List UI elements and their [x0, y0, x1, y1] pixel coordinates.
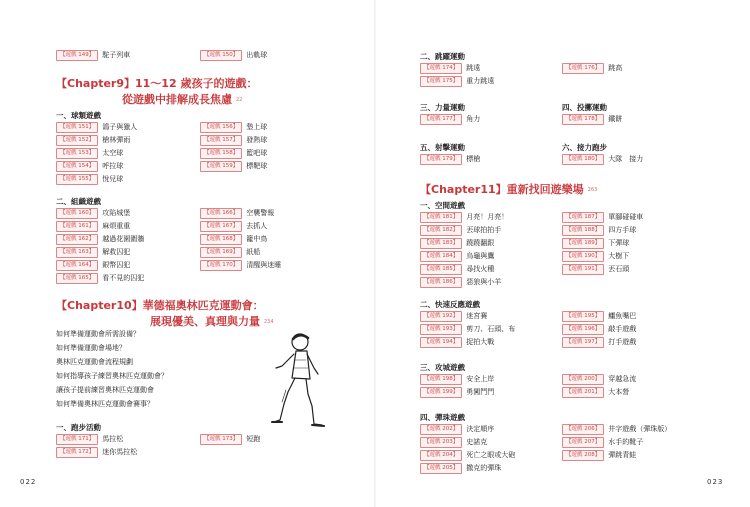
list-item — [420, 263, 494, 275]
game-name: 月亮！月亮！ — [466, 213, 509, 221]
game-name: 解救囚犯 — [102, 248, 131, 256]
game-name: 發熱球 — [246, 136, 268, 144]
game-tag: 【遊戲 155】 — [56, 174, 98, 185]
game-name: 看不見的囚犯 — [102, 274, 145, 282]
game-tag: 【遊戲 205】 — [420, 463, 462, 474]
list-item — [420, 462, 501, 474]
game-name: 去抓人 — [246, 222, 268, 230]
game-name: 安全上岸 — [466, 375, 495, 383]
game-name: 鴿子與獵人 — [102, 123, 138, 131]
game-name: 鐵餅 — [608, 115, 623, 123]
chapter9-title: 【Chapter9】11～12 歲孩子的遊戲： — [56, 77, 258, 90]
list-item — [56, 207, 130, 219]
list-item — [420, 62, 480, 74]
game-tag: 【遊戲 151】 — [56, 122, 98, 133]
game-name: 角力 — [466, 115, 481, 123]
game-tag: 【遊戲 183】 — [420, 238, 462, 249]
list-item — [200, 207, 274, 219]
game-name: 跳高 — [608, 64, 623, 72]
game-name: 馬拉松 — [102, 435, 124, 443]
section-title: 六、接力跑步 — [562, 143, 607, 152]
section-title: 三、攻城遊戲 — [420, 363, 465, 372]
running-boy-illustration — [258, 330, 328, 435]
list-item — [56, 220, 130, 232]
game-tag: 【遊戲 150】 — [200, 50, 242, 61]
question-line: 如何準備運動會所需設備？ — [56, 330, 140, 338]
game-tag: 【遊戲 178】 — [562, 114, 604, 125]
game-name: 穿越急流 — [608, 375, 637, 383]
game-name: 勇闖鬥門 — [466, 388, 495, 396]
list-item — [420, 113, 480, 125]
game-name: 紙船 — [246, 248, 261, 256]
game-name: 籠中鳥 — [246, 235, 268, 243]
list-item — [562, 386, 629, 398]
game-name: 捉拍大戰 — [466, 338, 495, 346]
list-item — [420, 449, 515, 461]
game-name: 彈跳青蛙 — [608, 451, 637, 459]
chapter10-title: 【Chapter10】華德福奧林匹克運動會： — [56, 299, 264, 312]
list-item — [56, 160, 123, 172]
game-tag: 【遊戲 168】 — [200, 234, 242, 245]
question-line: 如何指導孩子練習奧林匹克運動會？ — [56, 372, 168, 380]
list-item — [420, 211, 508, 223]
game-name: 駝子列車 — [102, 51, 131, 59]
game-tag: 【遊戲 173】 — [200, 434, 242, 445]
list-item — [56, 272, 144, 284]
game-tag: 【遊戲 189】 — [562, 238, 604, 249]
section-title: 二、跳躍運動 — [420, 52, 465, 61]
game-tag: 【遊戲 149】 — [56, 50, 98, 61]
list-item — [56, 134, 130, 146]
game-name: 越過花園圍牆 — [102, 235, 145, 243]
game-name: 史諾克 — [466, 438, 488, 446]
game-tag: 【遊戲 179】 — [420, 154, 462, 165]
game-tag: 【遊戲 203】 — [420, 437, 462, 448]
question-line: 如何準備運動會場地？ — [56, 344, 126, 352]
game-tag: 【遊戲 170】 — [200, 260, 242, 271]
list-item — [562, 373, 636, 385]
game-tag: 【遊戲 193】 — [420, 324, 462, 335]
list-item — [56, 259, 130, 271]
game-tag: 【遊戲 156】 — [200, 122, 242, 133]
page-number: 023 — [707, 478, 724, 486]
game-name: 標槍 — [466, 155, 481, 163]
game-tag: 【遊戲 159】 — [200, 161, 242, 172]
game-tag: 【遊戲 176】 — [562, 63, 604, 74]
list-item — [420, 386, 494, 398]
list-item — [200, 121, 267, 133]
list-item — [420, 423, 494, 435]
game-tag: 【遊戲 196】 — [562, 324, 604, 335]
game-tag: 【遊戲 180】 — [562, 154, 604, 165]
right-page — [375, 0, 750, 507]
game-tag: 【遊戲 154】 — [56, 161, 98, 172]
game-tag: 【遊戲 186】 — [420, 277, 462, 288]
chapter10-subtitle-text: 展現優美、真理與力量 — [150, 315, 260, 328]
game-name: 烏龜與鷹 — [466, 252, 495, 260]
game-name: 清醒與迷睡 — [246, 261, 282, 269]
list-item — [420, 75, 494, 87]
list-item — [562, 62, 622, 74]
list-item — [562, 113, 622, 125]
list-item — [562, 211, 643, 223]
game-name: 下彈球 — [608, 239, 630, 247]
list-item — [562, 153, 643, 165]
chapter10-subtitle — [150, 313, 274, 329]
list-item — [420, 323, 515, 335]
list-item — [420, 153, 480, 165]
game-tag: 【遊戲 174】 — [420, 63, 462, 74]
game-tag: 【遊戲 200】 — [562, 374, 604, 385]
chapter9-subtitle — [122, 91, 242, 107]
list-item — [56, 446, 137, 458]
game-name: 呼拉球 — [102, 162, 124, 170]
list-item — [200, 433, 260, 445]
chapter10-page-ref: 234 — [264, 319, 274, 325]
section-title: 四、彈珠遊戲 — [420, 413, 465, 422]
game-name: 死亡之眼或大砲 — [466, 451, 516, 459]
game-name: 蹺蹺翻跟 — [466, 239, 495, 247]
chapter11-page-ref: 263 — [587, 187, 598, 193]
game-name: 丟球拍拍手 — [466, 226, 502, 234]
game-tag: 【遊戲 184】 — [420, 251, 462, 262]
game-tag: 【遊戲 187】 — [562, 212, 604, 223]
list-item — [200, 134, 267, 146]
game-name: 籃吧球 — [246, 149, 268, 157]
game-name: 大本營 — [608, 388, 630, 396]
game-tag: 【遊戲 191】 — [562, 264, 604, 275]
list-item — [56, 433, 123, 445]
game-name: 迷宮賽 — [466, 312, 488, 320]
section-title: 二、組織遊戲 — [56, 197, 101, 206]
list-item — [56, 121, 137, 133]
section-title: 五、射擊運動 — [420, 143, 465, 152]
game-tag: 【遊戲 152】 — [56, 135, 98, 146]
game-name: 短跑 — [246, 435, 261, 443]
list-item — [420, 250, 494, 262]
game-tag: 【遊戲 161】 — [56, 221, 98, 232]
game-tag: 【遊戲 165】 — [56, 273, 98, 284]
section-title: 一、球類遊戲 — [56, 111, 101, 120]
chapter9-page-ref: 22 — [236, 97, 243, 103]
game-name: 迷你馬拉松 — [102, 448, 138, 456]
game-name: 大隊 接力 — [608, 155, 644, 163]
game-name: 重力跳遠 — [466, 77, 495, 85]
game-tag: 【遊戲 194】 — [420, 337, 462, 348]
game-name: 悅兒球 — [102, 175, 124, 183]
game-tag: 【遊戲 182】 — [420, 225, 462, 236]
list-item — [420, 436, 487, 448]
game-name: 惡狼與小羊 — [466, 278, 502, 286]
game-tag: 【遊戲 181】 — [420, 212, 462, 223]
game-name: 麻煩重重 — [102, 222, 131, 230]
game-tag: 【遊戲 185】 — [420, 264, 462, 275]
chapter9-subtitle-text: 從遊戲中排解成長焦慮 — [122, 93, 232, 106]
list-item — [562, 224, 636, 236]
list-item — [420, 237, 494, 249]
list-item — [420, 310, 487, 322]
game-tag: 【遊戲 160】 — [56, 208, 98, 219]
question-line: 奧林匹克運動會流程規劃 — [56, 358, 133, 366]
list-item — [562, 263, 629, 275]
game-tag: 【遊戲 175】 — [420, 76, 462, 87]
game-tag: 【遊戲 198】 — [420, 374, 462, 385]
list-item — [56, 246, 130, 258]
chapter11-title — [420, 181, 597, 197]
game-tag: 【遊戲 207】 — [562, 437, 604, 448]
section-title: 一、跑步活動 — [56, 423, 101, 432]
list-item — [562, 436, 643, 448]
game-tag: 【遊戲 157】 — [200, 135, 242, 146]
game-name: 攻陷城堡 — [102, 209, 131, 217]
game-tag: 【遊戲 197】 — [562, 337, 604, 348]
game-name: 標靶球 — [246, 162, 268, 170]
game-name: 空襲警報 — [246, 209, 275, 217]
list-item — [420, 224, 501, 236]
list-item — [200, 147, 267, 159]
list-item — [562, 423, 671, 435]
game-name: 單腳碰碰車 — [608, 213, 644, 221]
game-name: 打手遊戲 — [608, 338, 637, 346]
game-tag: 【遊戲 195】 — [562, 311, 604, 322]
list-item — [200, 233, 267, 245]
section-title: 二、快速反應遊戲 — [420, 300, 480, 309]
game-tag: 【遊戲 153】 — [56, 148, 98, 159]
list-item — [562, 310, 636, 322]
list-item — [562, 449, 636, 461]
list-item — [420, 336, 494, 348]
game-tag: 【遊戲 169】 — [200, 247, 242, 258]
game-tag: 【遊戲 163】 — [56, 247, 98, 258]
list-item — [420, 276, 501, 288]
list-item — [562, 336, 636, 348]
game-name: 剪刀、石頭、布 — [466, 325, 516, 333]
game-tag: 【遊戲 206】 — [562, 424, 604, 435]
game-name: 決定順序 — [466, 425, 495, 433]
game-name: 鱷魚嘴巴 — [608, 312, 637, 320]
game-name: 水手的靴子 — [608, 438, 644, 446]
list-item — [200, 49, 267, 61]
game-name: 四方手球 — [608, 226, 637, 234]
question-line: 讓孩子提前練習奧林匹克運動會 — [56, 386, 154, 394]
list-item — [200, 246, 260, 258]
game-name: 出軌球 — [246, 51, 268, 59]
game-tag: 【遊戲 204】 — [420, 450, 462, 461]
game-tag: 【遊戲 201】 — [562, 387, 604, 398]
list-item — [200, 259, 281, 271]
game-tag: 【遊戲 199】 — [420, 387, 462, 398]
game-tag: 【遊戲 164】 — [56, 260, 98, 271]
game-tag: 【遊戲 167】 — [200, 221, 242, 232]
game-tag: 【遊戲 177】 — [420, 114, 462, 125]
list-item — [562, 237, 629, 249]
game-tag: 【遊戲 158】 — [200, 148, 242, 159]
game-tag: 【遊戲 172】 — [56, 447, 98, 458]
game-tag: 【遊戲 171】 — [56, 434, 98, 445]
chapter11-title-text: 【Chapter11】重新找回遊樂場 — [420, 183, 584, 196]
page-number: 022 — [20, 478, 37, 486]
game-tag: 【遊戲 192】 — [420, 311, 462, 322]
game-name: 井字遊戲（彈珠版） — [608, 425, 672, 433]
game-tag: 【遊戲 190】 — [562, 251, 604, 262]
game-name: 尋找火種 — [466, 265, 495, 273]
list-item — [56, 173, 123, 185]
list-item — [562, 323, 636, 335]
game-name: 跳遠 — [466, 64, 481, 72]
game-name: 大樹下 — [608, 252, 630, 260]
list-item — [562, 250, 629, 262]
list-item — [200, 220, 267, 232]
game-tag: 【遊戲 202】 — [420, 424, 462, 435]
list-item — [56, 147, 123, 159]
list-item — [56, 49, 130, 61]
game-name: 撒克的彈珠 — [466, 464, 502, 472]
section-title: 四、投擲運動 — [562, 103, 607, 112]
game-name: 銀幣囚犯 — [102, 261, 131, 269]
section-title: 一、空間遊戲 — [420, 201, 465, 210]
game-name: 墊上球 — [246, 123, 268, 131]
question-line: 如何準備奧林匹克運動會賽事？ — [56, 400, 154, 408]
game-tag: 【遊戲 208】 — [562, 450, 604, 461]
game-name: 丟石頭 — [608, 265, 630, 273]
section-title: 三、力量運動 — [420, 103, 465, 112]
game-tag: 【遊戲 166】 — [200, 208, 242, 219]
list-item — [56, 233, 144, 245]
list-item — [420, 373, 494, 385]
game-tag: 【遊戲 162】 — [56, 234, 98, 245]
game-name: 太空球 — [102, 149, 124, 157]
list-item — [200, 160, 267, 172]
game-tag: 【遊戲 188】 — [562, 225, 604, 236]
game-name: 敲手遊戲 — [608, 325, 637, 333]
game-name: 槍林彈雨 — [102, 136, 131, 144]
